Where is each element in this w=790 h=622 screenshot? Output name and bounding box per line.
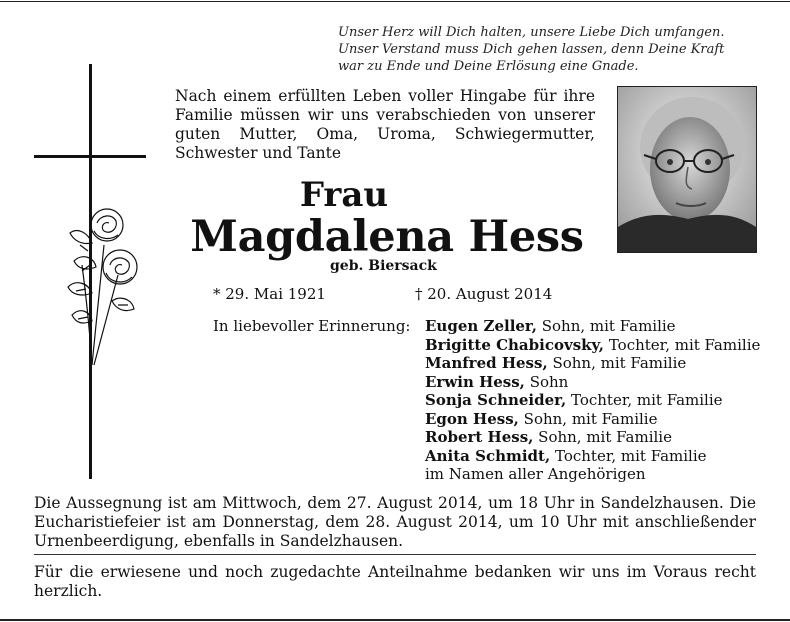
birth-name: geb. Biersack [330,258,437,274]
motto-line: war zu Ende und Deine Erlösung eine Gnade. [338,59,639,74]
bottom-border [0,619,790,621]
mourner-relation: Sohn, mit Familie [523,409,658,428]
mourner-name: Eugen Zeller, [425,317,537,335]
mourner-name: Anita Schmidt, [425,446,551,465]
thanks-line: herzlich. [34,582,103,600]
memory-label: In liebevoller Erinnerung: [213,317,411,335]
mourner-relation: Sohn, mit Familie [541,317,676,335]
mourner-row [425,410,760,429]
birth-date: * 29. Mai 1921 [213,285,326,303]
mourner-relation: Sohn, mit Familie [552,354,687,372]
ceremony-line: Urnenbeerdigung, ebenfalls in Sandelzhausen. [34,532,404,550]
mourner-name: Brigitte Chabicovsky, [425,335,605,354]
thanks-line: Für die erwiesene und noch zugedachte Anteilnahme bedanken wir uns im Voraus recht [34,563,756,581]
mourner-row [425,317,760,336]
ceremony-line: Die Aussegnung ist am Mittwoch, dem 27. August 2014, um 18 Uhr in Sandelzhausen. Die [34,494,756,512]
motto-verse [338,24,758,75]
mourner-name: Robert Hess, [425,428,534,446]
mourner-relation: Tochter, mit Familie [608,335,761,354]
ceremony-line: Eucharistiefeier ist am Donnerstag, dem 28. August 2014, um 10 Uhr mit anschließender [34,513,756,531]
portrait-image [618,87,756,252]
intro-line: Schwester und Tante [175,144,341,162]
mourner-name: Egon Hess, [425,409,519,428]
death-date: † 20. August 2014 [415,285,553,303]
motto-line: Unser Verstand muss Dich gehen lassen, denn Deine Kraft [338,42,725,57]
top-border [0,1,790,2]
portrait-photo [617,86,757,253]
mourner-name: Manfred Hess, [425,354,548,372]
intro-text [175,87,595,163]
cross-bar [34,155,146,158]
mourner-row [425,373,760,392]
mourner-row [425,428,760,447]
mourner-relation: Tochter, mit Familie [554,446,707,465]
mourner-relation: Tochter, mit Familie [570,391,723,409]
mourner-row [425,354,760,373]
mourner-row [425,447,760,466]
ceremony-text [34,494,756,551]
intro-line: guten Mutter, Oma, Uroma, Schwiegermutter, [175,125,595,143]
deceased-name: Magdalena Hess [190,212,584,262]
mourner-name: Sonja Schneider, [425,391,567,409]
mourners-closing: im Namen aller Angehörigen [425,465,646,483]
intro-line: Familie müssen wir uns verabschieden von unserer [175,106,595,124]
mourner-row [425,391,760,410]
roses-illustration [52,205,142,370]
mourner-relation: Sohn, mit Familie [538,428,672,446]
mourners-list [425,317,760,484]
motto-line: Unser Herz will Dich halten, unsere Liebe Dich umfangen. [338,25,725,40]
thanks-text [34,563,756,601]
intro-line: Nach einem erfüllten Leben voller Hingabe für ihre [175,87,595,105]
divider [34,554,756,555]
mourner-name: Erwin Hess, [425,372,525,391]
mourner-row [425,336,760,355]
mourner-relation: Sohn [529,372,569,391]
salutation: Frau [299,175,389,215]
